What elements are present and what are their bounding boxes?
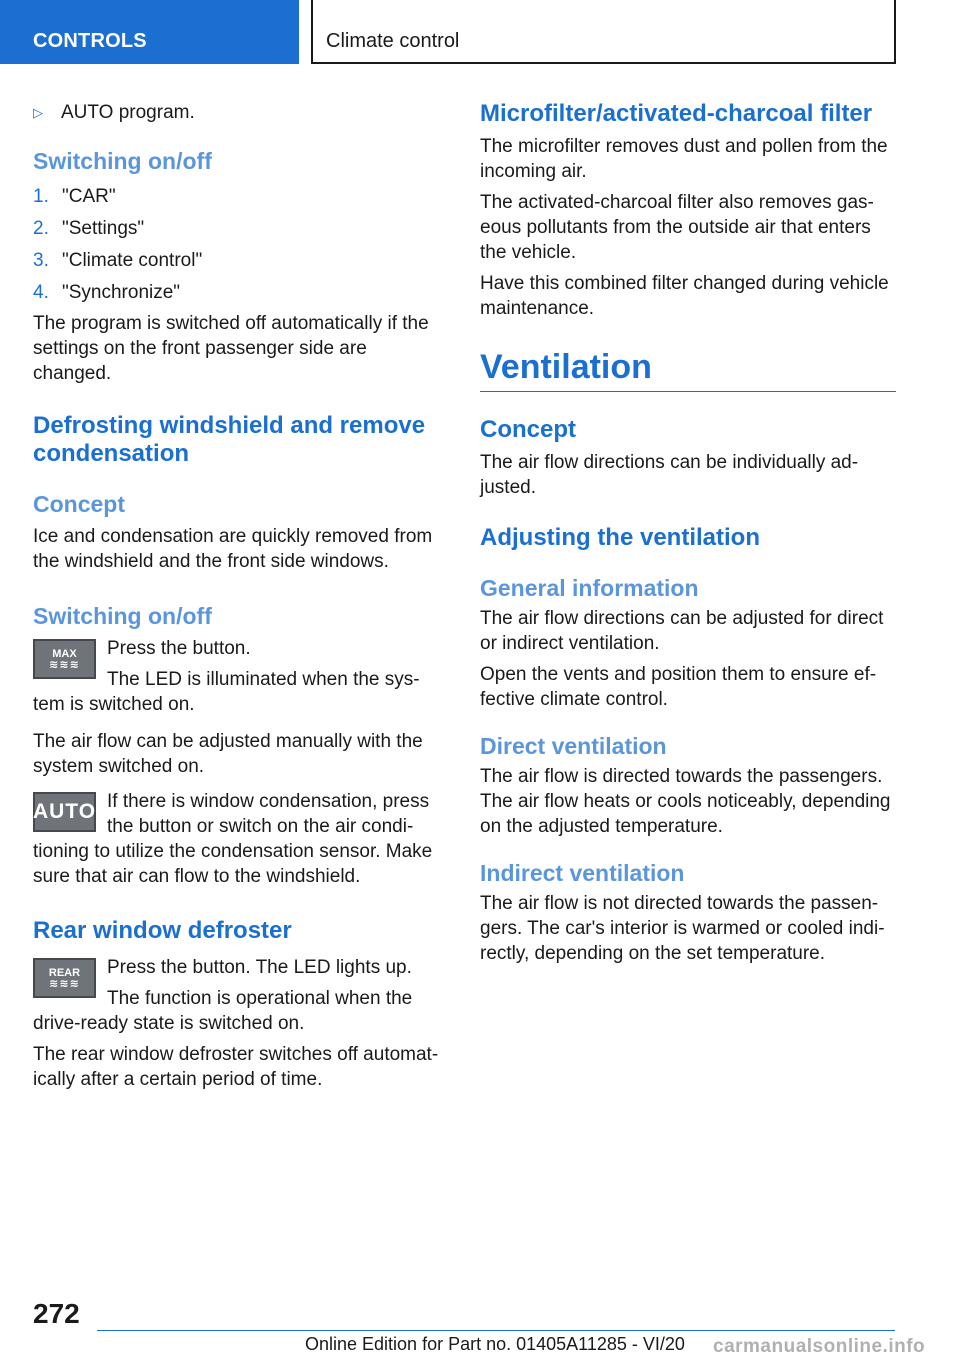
rear-defrost-button-icon: REAR ≋≋≋ (33, 958, 96, 998)
auto-text: If there is window condensation, press the button or switch on the air condi-tioning to utilize the condensation sensor. Make sure that air can flow to the windshield. (33, 791, 433, 887)
section-tab: CONTROLS (0, 0, 299, 64)
rear-press-text: Press the button. The LED lights up. (107, 957, 412, 978)
page-number: 272 (33, 1298, 80, 1329)
filter-p2: The activated-charcoal filter also removes gas-eous pollutants from the outside air that enters the vehicle. (480, 192, 874, 263)
general-p2: Open the vents and position them to ensure ef-fective climate control. (480, 664, 877, 710)
heat-waves-icon: ≋≋≋ (49, 978, 80, 990)
rear-off-text: The rear window defroster switches off automat-ically after a certain period of time. (33, 1044, 439, 1090)
indirect-ventilation-heading: Indirect ventilation (480, 860, 685, 886)
max-led-text: The LED is illuminated when the sys-tem is switched on. (33, 669, 420, 715)
watermark: carmanualsonline.info (713, 1336, 926, 1357)
list-item: 4. "Synchronize" (33, 282, 181, 303)
chapter-title: Climate control (311, 0, 896, 64)
general-p1: The air flow directions can be adjusted for direct or indirect ventilation. (480, 608, 884, 654)
left-column (33, 100, 448, 1098)
rear-defroster-heading: Rear window defroster (33, 917, 292, 944)
switching2-heading: Switching on/off (33, 603, 212, 629)
general-info-heading: General information (480, 575, 699, 601)
concept-heading: Concept (33, 491, 125, 517)
adjusting-heading: Adjusting the ventilation (480, 524, 760, 551)
triangle-bullet-icon: ▷ (33, 105, 43, 120)
rear-operational-text: The function is operational when the drive-ready state is switched on. (33, 988, 413, 1034)
filter-heading: Microfilter/activated-charcoal filter (480, 100, 873, 127)
list-item: 3. "Climate control" (33, 250, 203, 271)
edition-text: Online Edition for Part no. 01405A11285 - VI/20 (305, 1334, 685, 1354)
direct-ventilation-heading: Direct ventilation (480, 733, 667, 759)
bullet-text: AUTO program. (61, 102, 195, 123)
direct-ventilation-text: The air flow is directed towards the passengers. The air flow heats or cools noticeably, depending on the adjusted temperature. (480, 766, 891, 837)
footer-divider (97, 1330, 895, 1331)
auto-button-icon: AUTO (33, 792, 96, 832)
filter-p1: The microfilter removes dust and pollen from the incoming air. (480, 136, 888, 182)
concept-text: The air flow directions can be individually ad-justed. (480, 452, 859, 498)
auto-program-bullet (33, 100, 448, 125)
list-item: 1. "CAR" (33, 186, 116, 207)
steps-list (33, 181, 448, 309)
rear-block (33, 955, 448, 1036)
concept-text: Ice and condensation are quickly removed from the windshield and the front side windows. (33, 526, 433, 572)
list-item: 2. "Settings" (33, 218, 145, 239)
indirect-ventilation-text: The air flow is not directed towards the passen-gers. The car's interior is warmed or cooled indi-rectly, depending on the set temperature. (480, 893, 885, 964)
switching-heading: Switching on/off (33, 148, 212, 174)
sync-note: The program is switched off automatically if the settings on the front passenger side are changed. (33, 313, 429, 384)
filter-p3: Have this combined filter changed during vehicle maintenance. (480, 273, 889, 319)
airflow-manual-text: The air flow can be adjusted manually with the system switched on. (33, 731, 423, 777)
auto-block (33, 789, 448, 889)
right-column (480, 100, 896, 972)
max-defrost-block (33, 636, 448, 717)
heat-waves-icon: ≋≋≋ (49, 659, 80, 671)
defrost-heading: Defrosting windshield and remove condensation (33, 412, 426, 467)
concept-heading: Concept (480, 416, 576, 443)
max-press-text: Press the button. (107, 638, 251, 659)
ventilation-heading: Ventilation (480, 347, 896, 392)
max-defrost-button-icon: MAX ≋≋≋ (33, 639, 96, 679)
